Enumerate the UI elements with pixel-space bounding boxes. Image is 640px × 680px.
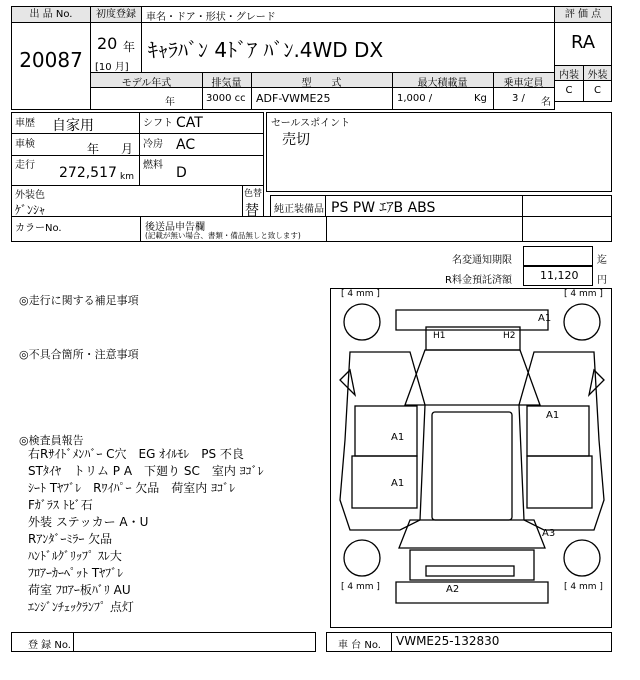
registration-year-unit: 年 — [123, 40, 136, 54]
inspector-line: ｴﾝｼﾞﾝﾁｪｯｸﾗﾝﾌﾟ 点灯 — [28, 600, 134, 614]
first-registration-label: 初度登録 — [91, 7, 142, 23]
name-change-deadline-label: 名変通知期限 — [452, 255, 512, 266]
tire-tread-front-right: [ 4 mm ] — [564, 289, 603, 299]
shaken-month-unit: 月 — [121, 142, 134, 156]
displacement-label: 排気量 — [211, 78, 242, 89]
capacity-unit: 名 — [541, 97, 551, 108]
defect-notes-title: ◎不具合箇所・注意事項 — [19, 348, 139, 361]
inspector-line: 荷室 ﾌﾛｱｰ板ﾊﾞﾘ AU — [28, 583, 131, 597]
inspector-report-title: ◎検査員報告 — [19, 434, 84, 447]
front-right-wheel — [564, 304, 600, 340]
color-change-label: 色替 — [244, 189, 263, 199]
capacity-value: 3 / — [512, 93, 525, 104]
shift-label: シフト — [143, 118, 173, 129]
registration-number-label: 登 録 No. — [28, 640, 71, 651]
aftermarket-label: 後送品申告欄 — [145, 222, 205, 233]
damage-mark-left-front: A1 — [391, 432, 405, 443]
aircon-label: 冷房 — [143, 139, 163, 150]
registration-year: 20 — [97, 34, 118, 53]
exterior-color-box — [11, 185, 264, 217]
running-notes-title: ◎走行に関する補足事項 — [19, 294, 139, 307]
roof — [432, 412, 512, 520]
shaken-label: 車検 — [15, 139, 35, 150]
inspector-report — [28, 446, 264, 616]
evaluation-score: RA — [570, 32, 596, 53]
recycle-fee-value: 11,120 — [540, 269, 579, 282]
tire-tread-front-left: [ 4 mm ] — [341, 289, 380, 299]
mileage-label: 走行 — [15, 160, 35, 171]
shaken-year-unit: 年 — [87, 142, 100, 156]
inspector-line: Fｶﾞﾗｽ ﾄﾋﾞ石 — [28, 498, 93, 512]
right-side-panel — [519, 352, 604, 530]
windshield — [405, 350, 540, 405]
tire-tread-rear-right: [ 4 mm ] — [564, 582, 603, 592]
right-rear-door — [527, 456, 592, 508]
left-rear-door — [352, 456, 417, 508]
info-left-box — [11, 112, 264, 186]
exterior-color-label: 外装色 — [15, 190, 45, 201]
left-front-door — [355, 406, 417, 456]
aircon-value: AC — [176, 137, 196, 153]
max-load-unit: Kg — [474, 93, 487, 104]
max-load-label: 最大積載量 — [417, 78, 468, 89]
front-left-wheel — [344, 304, 380, 340]
rear-window — [399, 520, 545, 548]
lot-number-label: 出 品 No. — [12, 7, 90, 23]
color-change-value: 替 — [245, 203, 259, 219]
damage-mark-h1: H1 — [433, 331, 446, 341]
mileage-unit: km — [120, 172, 134, 182]
aftermarket-note: (記載が無い場合、書類・備品無しと致します) — [145, 231, 301, 240]
interior-score: C — [565, 85, 573, 96]
inspector-line: 右Rｻｲﾄﾞﾒﾝﾊﾞｰ C穴 EG ｵｲﾙﾓﾚ PS 不良 — [28, 447, 244, 461]
sales-point-label: セールスポイント — [271, 118, 351, 129]
shift-value: CAT — [176, 115, 203, 131]
left-side-panel — [340, 352, 425, 530]
tire-tread-rear-left: [ 4 mm ] — [341, 582, 380, 592]
inspector-line: ﾌﾛｱｰｶｰﾍﾟｯﾄ Tﾔﾌﾞﾚ — [28, 566, 124, 580]
exterior-label: 外装 — [584, 66, 611, 81]
rear-right-wheel — [564, 540, 600, 576]
inspector-line: ｼｰﾄ Tﾔﾌﾞﾚ Rﾜｲﾊﾟｰ 欠品 荷室内 ﾖｺﾞﾚ — [28, 481, 236, 495]
damage-mark-right-side: A1 — [546, 410, 560, 421]
rear-left-wheel — [344, 540, 380, 576]
damage-mark-rear-bumper: A2 — [446, 584, 460, 595]
lot-number: 20087 — [19, 48, 83, 72]
history-value: 自家用 — [52, 118, 94, 134]
displacement-value: 3000 cc — [206, 93, 246, 104]
name-change-deadline-box — [523, 246, 593, 266]
registration-month: [10 月] — [95, 62, 129, 73]
model-code-value: ADF-VWME25 — [256, 92, 331, 105]
equipment-label: 純正装備品 — [274, 204, 324, 215]
car-name-label: 車名・ドア・形状・グレード — [146, 12, 276, 23]
max-load-value: 1,000 / — [397, 93, 433, 104]
chassis-number-label: 車 台 No. — [338, 640, 381, 651]
car-name: ｷｬﾗﾊﾞﾝ 4ﾄﾞｱ ﾊﾞﾝ.4WD DX — [148, 38, 384, 62]
equipment-extra-box — [326, 216, 612, 242]
inspector-line: ﾊﾝﾄﾞﾙｸﾞﾘｯﾌﾟ ｽﾚ大 — [28, 549, 122, 563]
license-plate — [426, 566, 514, 576]
fuel-value: D — [176, 165, 187, 181]
equipment-value: PS PW ｴｱB ABS — [331, 200, 436, 216]
model-year-unit: 年 — [165, 97, 175, 108]
chassis-number-value: VWME25-132830 — [396, 634, 500, 648]
color-number-label: カラーNo. — [15, 223, 62, 234]
recycle-fee-label: R料金預託済額 — [445, 275, 512, 286]
history-label: 車歴 — [15, 118, 35, 129]
damage-mark-right-rear: A3 — [542, 528, 556, 539]
model-code-label: 型 式 — [301, 78, 342, 89]
exterior-color-value: ｹﾞﾝｼｬ — [15, 203, 46, 217]
sales-point-value: 売切 — [282, 132, 310, 148]
inspector-line: Rｱﾝﾀﾞｰﾐﾗｰ 欠品 — [28, 532, 113, 546]
inspector-line: 外装 ステッカー A・U — [28, 515, 149, 529]
exterior-score: C — [594, 85, 601, 96]
van-outline-diagram — [331, 289, 611, 627]
model-year-label: モデル年式 — [121, 78, 172, 89]
mileage-value: 272,517 — [59, 165, 117, 181]
rear-bumper — [396, 582, 548, 603]
name-change-deadline-unit: 迄 — [597, 255, 607, 266]
capacity-label: 乗車定員 — [503, 78, 544, 89]
damage-mark-front-bumper: A1 — [538, 313, 552, 324]
evaluation-label: 評 価 点 — [555, 7, 611, 23]
damage-mark-left-rear: A1 — [391, 478, 405, 489]
interior-label: 内装 — [555, 66, 583, 81]
inspector-line: STﾀｲﾔ トリム P A 下廻り SC 室内 ﾖｺﾞﾚ — [28, 464, 264, 478]
fuel-label: 燃料 — [143, 160, 163, 171]
recycle-fee-unit: 円 — [597, 275, 607, 286]
damage-mark-h2: H2 — [503, 331, 516, 341]
